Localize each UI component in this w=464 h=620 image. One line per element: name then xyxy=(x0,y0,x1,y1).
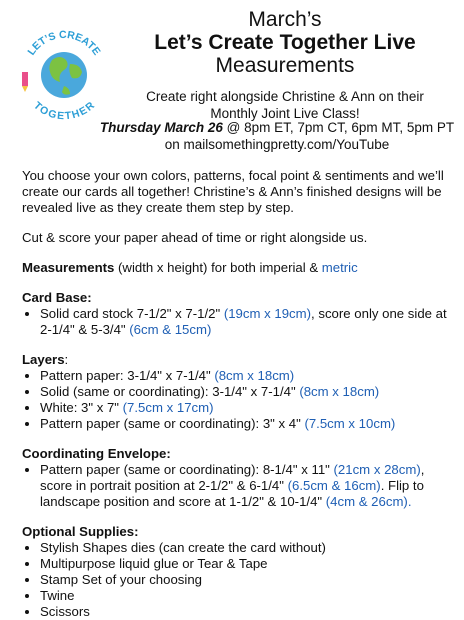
subtitle-line-1: Create right alongside Christine & Ann on their xyxy=(146,89,424,104)
list-item: • Twine xyxy=(40,588,454,604)
list-item: • Pattern paper (same or coordinating): 3" x 4" (7.5cm x 10cm) xyxy=(40,416,454,432)
event-time xyxy=(92,119,462,153)
event-date: Thursday March 26 xyxy=(99,120,223,135)
envelope-section xyxy=(22,446,454,510)
list-item: • Solid card stock 7-1/2" x 7-1/2" (19cm x 19cm), score only one side at 2-1/4" & 5-3/4" (6cm & 15cm) xyxy=(40,306,454,338)
list-item: • Pattern paper: 3-1/4" x 7-1/4" (8cm x 18cm) xyxy=(40,368,454,384)
subtitle xyxy=(112,88,458,122)
logo-text-top: LET’S CREATE xyxy=(25,28,103,58)
svg-text:TOGETHER xyxy=(31,99,97,120)
intro-paragraph: You choose your own colors, patterns, focal point & sentiments and we’ll create our cards all together! Christine’s & Ann’s finished designs will be revealed live as they create them step by step. xyxy=(22,168,444,215)
metric-label: metric xyxy=(321,260,358,275)
card-base-heading: Card Base: xyxy=(22,290,92,305)
pencil-icon xyxy=(22,72,28,92)
optional-supplies-section xyxy=(22,524,454,620)
measurements-text: (width x height) for both imperial & xyxy=(114,260,322,275)
optional-heading: Optional Supplies: xyxy=(22,524,139,539)
event-times: @ 8pm ET, 7pm CT, 6pm MT, 5pm PT xyxy=(222,120,455,135)
title-line-1: March’s xyxy=(248,8,322,31)
content xyxy=(22,168,454,620)
cut-score-paragraph: Cut & score your paper ahead of time or right alongside us. xyxy=(22,230,368,245)
list-item: • Stamp Set of your choosing xyxy=(40,572,454,588)
logo-text-bottom: TOGETHER xyxy=(31,99,97,120)
envelope-heading: Coordinating Envelope: xyxy=(22,446,171,461)
list-item: • White: 3" x 7" (7.5cm x 17cm) xyxy=(40,400,454,416)
list-item: • Pattern paper (same or coordinating): 8-1/4" x 11" (21cm x 28cm), score in portrait position at 2-1/2" & 6-1/4" (6.5cm & 16cm). Flip to landscape position and score at 1-1/2" & 10-1/4" (4cm & 26cm). xyxy=(40,462,454,510)
layers-heading: Layers xyxy=(22,352,65,367)
measurements-note xyxy=(22,260,454,276)
list-item: • Scissors xyxy=(40,604,454,620)
event-site: on mailsomethingpretty.com/YouTube xyxy=(164,137,390,152)
card-base-section xyxy=(22,290,454,338)
lets-create-together-logo xyxy=(14,20,114,120)
globe-icon xyxy=(41,52,87,98)
list-item: • Stylish Shapes dies (can create the card without) xyxy=(40,540,454,556)
subtitle-line-2: Monthly Joint Live Class! xyxy=(210,106,360,121)
title-line-2: Let’s Create Together Live xyxy=(154,31,416,54)
measurements-heading: Measurements xyxy=(22,260,115,275)
title-line-3: Measurements xyxy=(215,54,355,77)
layers-section: Layers: • Pattern paper: 3-1/4" x 7-1/4" (8cm x 18cm) • Solid (same or coordinating): 3-1/4" x 7-1/4" (8cm x 18cm) • White: 3" x 7" (7.5cm x 17cm) • Pattern paper (same or coordinating): 3" x 4" (7.5cm x 10cm) xyxy=(22,352,454,432)
list-item: • Solid (same or coordinating): 3-1/4" x 7-1/4" (8cm x 18cm) xyxy=(40,384,454,400)
list-item: • Multipurpose liquid glue or Tear & Tape xyxy=(40,556,454,572)
page-header xyxy=(112,8,458,122)
